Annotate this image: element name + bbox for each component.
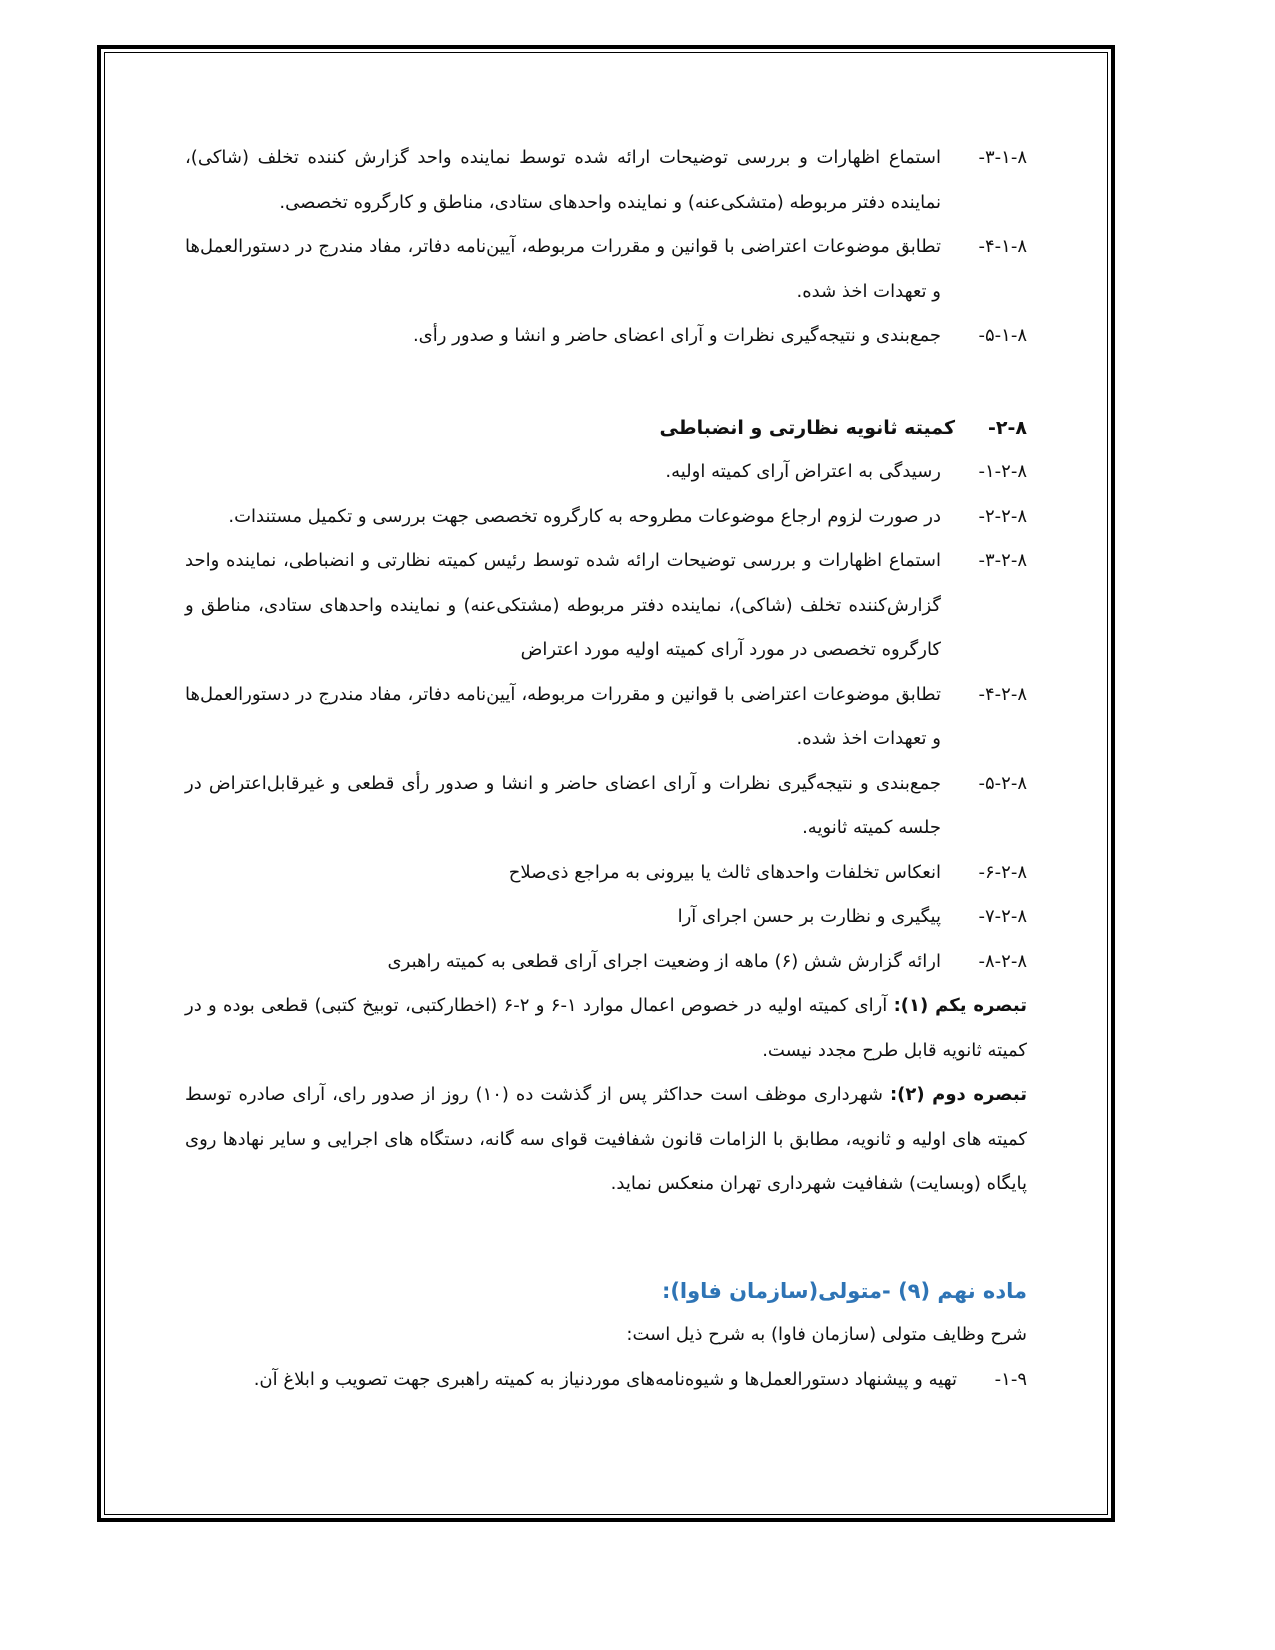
list-item (185, 136, 1027, 225)
item-number: ۸-۲-۳- (978, 550, 1027, 571)
note-paragraph (185, 1073, 1027, 1207)
item-number: ۸-۲-۸- (978, 950, 1027, 972)
note-label: تبصره یکم (۱): (893, 995, 1027, 1016)
item-text: تهیه و پیشنهاد دستورالعمل‌ها و شیوه‌نامه‌های موردنیاز به کمیته راهبری جهت تصویب و ابلاغ آن. (253, 1368, 957, 1390)
section-heading (185, 406, 1027, 451)
item-number: ۸-۲-۲- (978, 505, 1027, 527)
note-paragraph (185, 984, 1027, 1073)
list-item (185, 895, 1027, 940)
item-text: در صورت لزوم ارجاع موضوعات مطروحه به کارگروه تخصصی جهت بررسی و تکمیل مستندات. (228, 505, 941, 527)
item-text: جمع‌بندی و نتیجه‌گیری نظرات و آرای اعضای حاضر و انشا و صدور رأی قطعی و غیرقابل‌اعتراض در جلسه کمیته ثانویه. (185, 772, 941, 838)
item-number: ۸-۲-۴- (978, 683, 1027, 705)
list-item (185, 940, 1027, 985)
item-text: تطابق موضوعات اعتراضی با قوانین و مقررات مربوطه، آیین‌نامه دفاتر، مفاد مندرج در دستورالعمل‌ها و تعهدات اخذ شده. (185, 683, 941, 749)
section-number: ۸-۲- (988, 416, 1027, 439)
item-number: ۸-۲-۶- (978, 861, 1027, 883)
item-text: پیگیری و نظارت بر حسن اجرای آرا (677, 906, 941, 927)
note-text: آرای کمیته اولیه در خصوص اعمال موارد ۱-۶ و ۲-۶ (اخطارکتبی، توبیخ کتبی) قطعی بوده و در کمیته ثانویه قابل طرح مجدد نیست. (185, 995, 1027, 1061)
item-text: تطابق موضوعات اعتراضی با قوانین و مقررات مربوطه، آیین‌نامه دفاتر، مفاد مندرج در دستورالعمل‌ها و تعهدات اخذ شده. (185, 236, 941, 302)
list-item (185, 673, 1027, 762)
note-label: تبصره دوم (۲): (889, 1084, 1027, 1105)
section-title: کمیته ثانویه نظارتی و انضباطی (659, 416, 955, 439)
item-text: ارائه گزارش شش (۶) ماهه از وضعیت اجرای آرای قطعی به کمیته راهبری (387, 950, 941, 972)
item-number: ۸-۱-۵- (978, 325, 1027, 346)
item-number: ۸-۱-۴- (978, 236, 1027, 257)
document-body (185, 136, 1027, 1402)
list-item (185, 1358, 1027, 1403)
article-intro: شرح وظایف متولی (سازمان فاوا) به شرح ذیل است: (626, 1324, 1027, 1345)
list-item (185, 314, 1027, 359)
item-number: ۹-۱- (994, 1368, 1027, 1390)
item-text: رسیدگی به اعتراض آرای کمیته اولیه. (665, 461, 941, 482)
item-text: استماع اظهارات و بررسی توضیحات ارائه شده توسط نماینده واحد گزارش کننده تخلف (شاکی)، نماینده دفتر مربوطه (متشکی‌عنه) و نماینده واحدهای ستادی، مناطق و کارگروه تخصصی. (185, 147, 941, 213)
note-text: شهرداری موظف است حداکثر پس از گذشت ده (۱۰) روز از صدور رای، آرای صادره توسط کمیته های اولیه و ثانویه، مطابق با الزامات قانون شفافیت قوای سه گانه، دستگاه های اجرایی و سایر نهادها روی پایگاه (وبسایت) شفافیت شهرداری تهران منعکس نماید. (185, 1084, 1027, 1194)
list-item (185, 539, 1027, 673)
list-item (185, 225, 1027, 314)
item-number: ۸-۲-۱- (978, 461, 1027, 482)
item-text: انعکاس تخلفات واحدهای ثالث یا بیرونی به مراجع ذی‌صلاح (508, 861, 941, 883)
item-text: جمع‌بندی و نتیجه‌گیری نظرات و آرای اعضای حاضر و انشا و صدور رأی. (412, 325, 941, 346)
article-heading: ماده نهم (۹) -متولی(سازمان فاوا): (661, 1278, 1027, 1303)
list-item (185, 495, 1027, 540)
list-item (185, 851, 1027, 896)
list-item (185, 450, 1027, 495)
item-number: ۸-۱-۳- (978, 147, 1027, 168)
item-number: ۸-۲-۵- (978, 772, 1027, 794)
item-text: استماع اظهارات و بررسی توضیحات ارائه شده توسط رئیس کمیته نظارتی و انضباطی، نماینده واحد گزارش‌کننده تخلف (شاکی)، نماینده دفتر مربوطه (مشتکی‌عنه) و نماینده واحدهای ستادی، مناطق و کارگروه تخصصی در مورد آرای کمیته اولیه مورد اعتراض (185, 550, 941, 660)
list-item (185, 762, 1027, 851)
item-number: ۸-۲-۷- (978, 906, 1027, 927)
